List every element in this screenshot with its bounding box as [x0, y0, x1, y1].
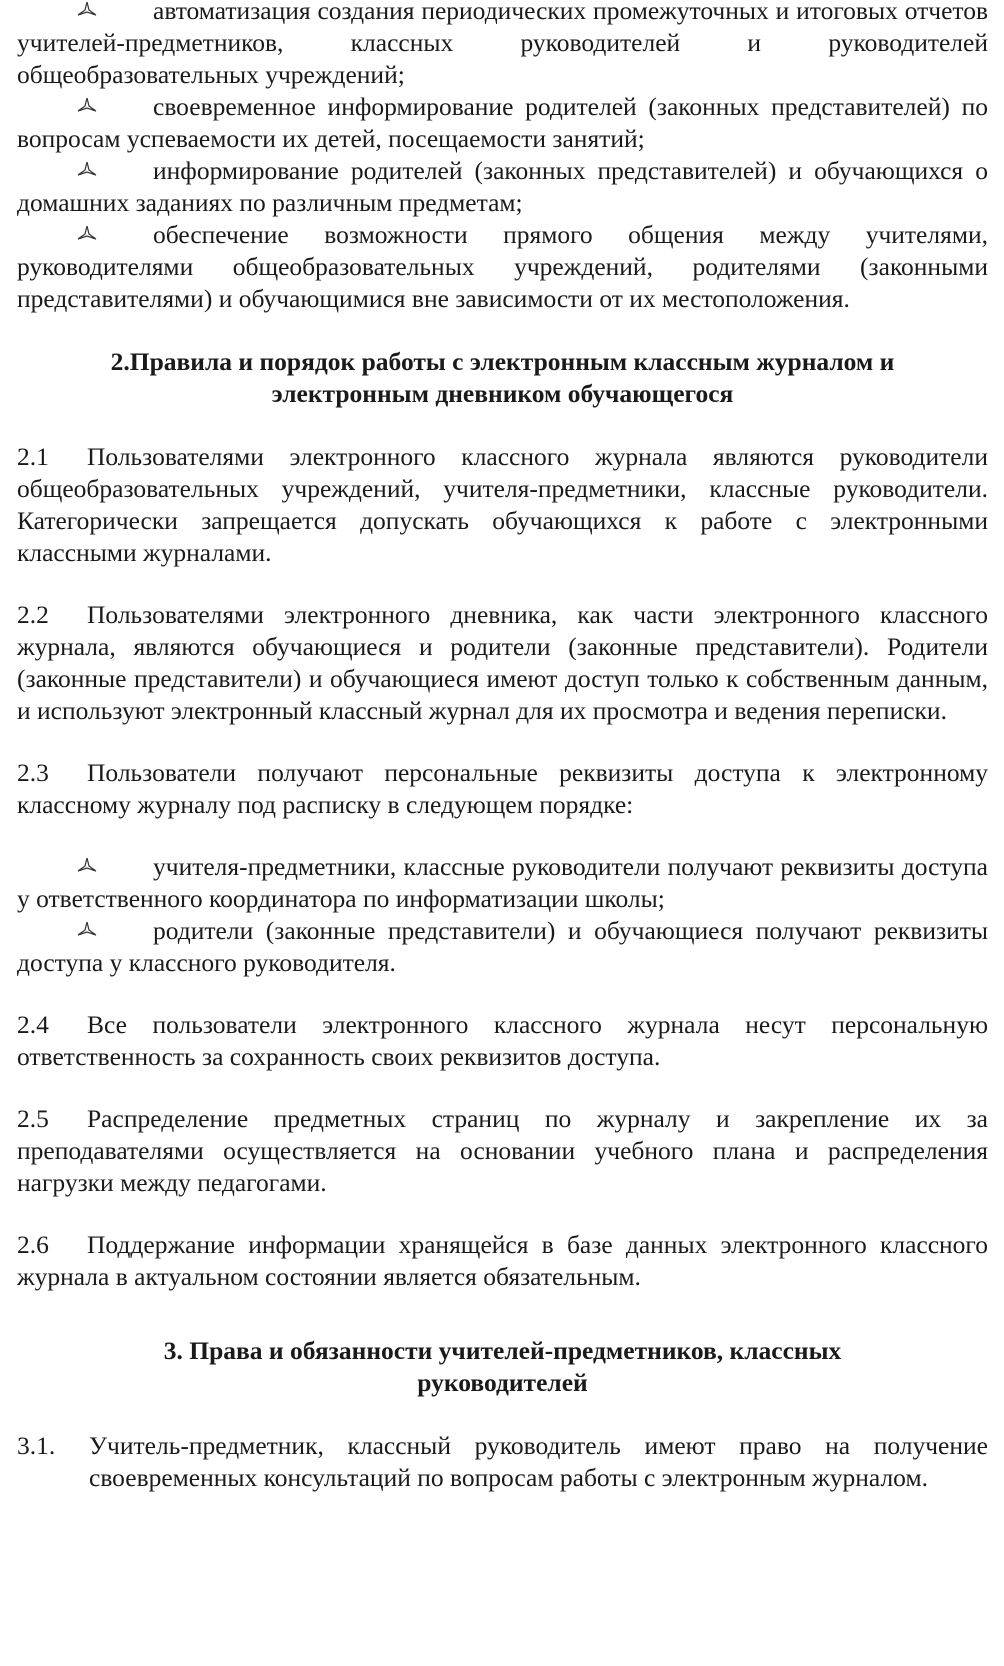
arrowhead-bullet-icon [77, 0, 153, 27]
section-2-heading [17, 346, 988, 410]
paragraph-number: 2.4 [17, 1010, 49, 1039]
arrowhead-bullet-icon [77, 851, 153, 883]
paragraph-text: Все пользователи электронного классного журнала несут персональную ответственность за сохранность своих реквизитов доступа. [17, 1010, 988, 1071]
paragraph-number: 2.1 [17, 442, 49, 471]
arrowhead-bullet-icon [77, 155, 153, 187]
section-3-title-line-1: 3. Права и обязанности учителей-предметников, классных [163, 1336, 842, 1365]
paragraph-2-5 [17, 1103, 988, 1199]
section-3-heading [17, 1335, 988, 1399]
paragraph-text: Пользователями электронного классного журнала являются руководители общеобразовательных учреждений, учителя-предметники, классные руководители. Категорически запрещается допускать обучающихся к работе с электронными классными журналами. [17, 442, 988, 567]
paragraph-number: 2.2 [17, 600, 49, 629]
section-2-title-line-1: 2.Правила и порядок работы с электронным классным журналом и [110, 347, 895, 376]
paragraph-number: 2.5 [17, 1104, 49, 1133]
list-item [17, 851, 988, 915]
top-bullet-list [17, 0, 988, 315]
paragraph-text: Распределение предметных страниц по журналу и закрепление их за преподавателями осуществляется на основании учебного плана и распределения нагрузки между педагогами. [17, 1104, 988, 1197]
list-item-text: учителя-предметники, классные руководители получают реквизиты доступа у ответственного координатора по информатизации школы; [17, 852, 988, 913]
paragraph-2-6 [17, 1229, 988, 1293]
section-3-title-line-2: руководителей [417, 1368, 588, 1397]
arrowhead-bullet-icon [77, 219, 153, 251]
paragraph-text: Поддержание информации хранящейся в базе данных электронного классного журнала в актуальном состоянии является обязательным. [17, 1230, 988, 1291]
paragraph-2-3 [17, 757, 988, 821]
paragraph-number: 2.6 [17, 1230, 49, 1259]
paragraph-text: Учитель-предметник, классный руководитель имеют право на получение своевременных консультаций по вопросам работы с электронным журналом. [89, 1431, 988, 1492]
arrowhead-bullet-icon [77, 91, 153, 123]
list-item-text: автоматизация создания периодических промежуточных и итоговых отчетов учителей-предметников, классных руководителей и руководителей общеобразовательных учреждений; [17, 0, 988, 89]
list-item-text: своевременное информирование родителей (законных представителей) по вопросам успеваемости их детей, посещаемости занятий; [17, 92, 988, 153]
list-item [17, 0, 988, 91]
list-item [17, 219, 988, 315]
list-item [17, 155, 988, 219]
paragraph-number: 3.1. [17, 1431, 56, 1460]
paragraph-text: Пользователи получают персональные реквизиты доступа к электронному классному журналу под расписку в следующем порядке: [17, 758, 988, 819]
list-item [17, 91, 988, 155]
list-item [17, 915, 988, 979]
arrowhead-bullet-icon [77, 915, 153, 947]
list-item-text: обеспечение возможности прямого общения между учителями, руководителями общеобразовательных учреждений, родителями (законными представителями) и обучающимися вне зависимости от их местоположения. [17, 220, 988, 313]
list-item-text: информирование родителей (законных представителей) и обучающихся о домашних заданиях по различным предметам; [17, 156, 988, 217]
paragraph-2-2 [17, 599, 988, 727]
paragraph-3-1 [17, 1430, 988, 1494]
paragraph-text: Пользователями электронного дневника, как части электронного классного журнала, являются обучающиеся и родители (законные представители). Родители (законные представители) и обучающиеся имеют доступ только к собственным данным, и используют электронный классный журнал для их просмотра и ведения переписки. [17, 600, 988, 725]
list-item-text: родители (законные представители) и обучающиеся получают реквизиты доступа у классного руководителя. [17, 916, 988, 977]
paragraph-2-1 [17, 441, 988, 569]
paragraph-number: 2.3 [17, 758, 49, 787]
paragraph-2-3-bullet-list [17, 851, 988, 979]
section-2-title-line-2: электронным дневником обучающегося [271, 379, 734, 408]
paragraph-2-4 [17, 1009, 988, 1073]
